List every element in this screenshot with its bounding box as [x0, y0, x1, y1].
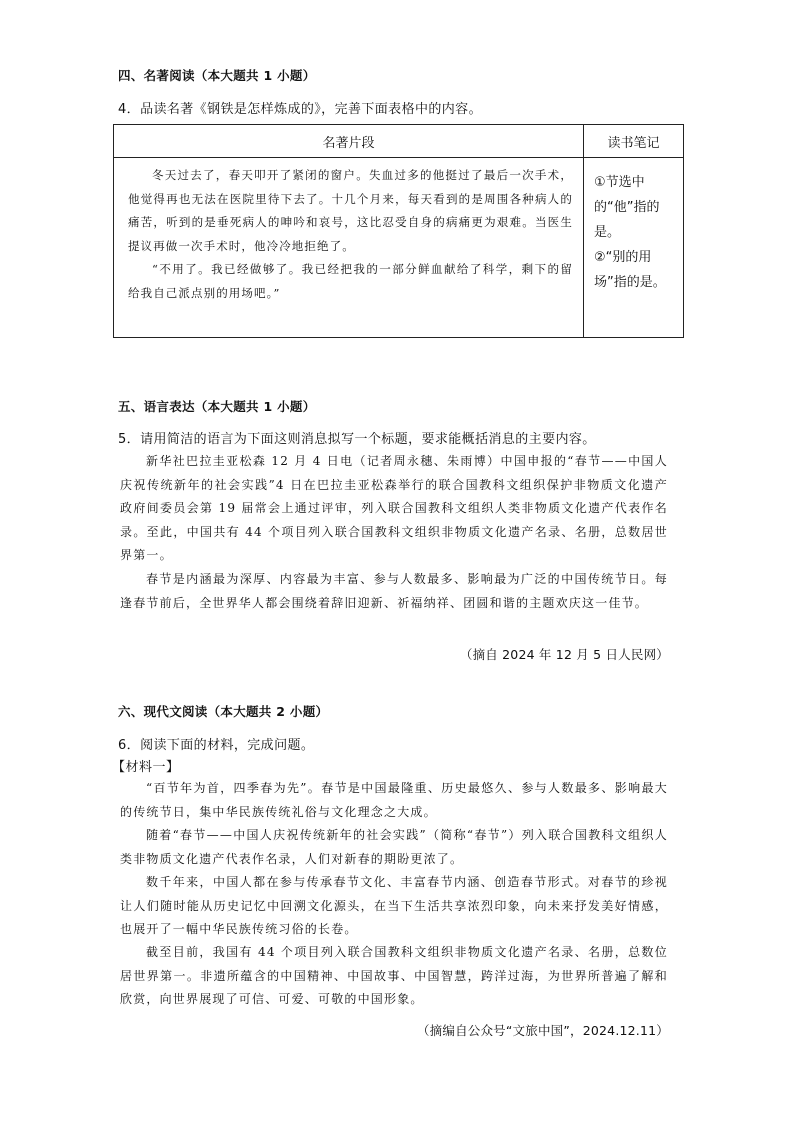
news-paragraph-1: 新华社巴拉圭亚松森 12 月 4 日电（记者周永穗、朱雨博）中国申报的“春节——中国人庆祝传统新年的社会实践”4 日在巴拉圭亚松森举行的联合国教科文组织保护非物质文化遗产政府间委员会第 19 届常会上通过评审，列入联合国教科文组织人类非物质文化遗产代表作名录。至此，中国共有 44 个项目列入联合国教科文组织非物质文化遗产名录、名册，总数居世界第一。: [120, 454, 668, 562]
notes-cell: [584, 158, 684, 338]
note-1: ①节选中的“他”指的是。: [594, 175, 660, 240]
question-6: 6．阅读下面的材料，完成问题。: [118, 738, 315, 753]
material-paragraph-3: 数千年来，中国人都在参与传承春节文化、丰富春节内涵、创造春节形式。对春节的珍视让人们随时能从历史记忆中回溯文化源头，在当下生活共享浓烈印象，向未来抒发美好情感，也展开了一幅中华民族传统习俗的长卷。: [120, 875, 668, 936]
table-header-excerpt: 名著片段: [114, 125, 584, 158]
section4-heading: 四、名著阅读（本大题共 1 小题）: [118, 68, 316, 83]
excerpt-paragraph: “不用了。我已经做够了。我已经把我的一部分鲜血献给了科学，剩下的留给我自己派点别的用场吧。”: [128, 262, 573, 300]
section6-heading: 六、现代文阅读（本大题共 2 小题）: [118, 704, 329, 719]
news-paragraph-2: 春节是内涵最为深厚、内容最为丰富、参与人数最多、影响最为广泛的中国传统节日。每逢春节前后，全世界华人都会围绕着辞旧迎新、祈福纳祥、团圆和谐的主题欢庆这一佳节。: [120, 572, 668, 610]
question-4: 4．品读名著《钢铁是怎样炼成的》，完善下面表格中的内容。: [118, 102, 482, 117]
material-paragraph-1: “百节年为首，四季春为先”。春节是中国最隆重、历史最悠久、参与人数最多、影响最大的传统节日，集中华民族传统礼俗与文化理念之大成。: [120, 781, 668, 819]
excerpt-cell: [114, 158, 584, 338]
material-paragraph-2: 随着“春节——中国人庆祝传统新年的社会实践”（简称“春节”）列入联合国教科文组织人类非物质文化遗产代表作名录，人们对新春的期盼更浓了。: [120, 828, 668, 866]
material-source: （摘编自公众号“文旅中国”，2024.12.11）: [416, 1023, 669, 1038]
table-header-notes: 读书笔记: [584, 125, 684, 158]
excerpt-paragraph: 冬天过去了，春天叩开了紧闭的窗户。失血过多的他挺过了最后一次手术，他觉得再也无法在医院里待下去了。十几个月来，每天看到的是周围各种病人的痛苦，听到的是垂死病人的呻吟和哀号，这比忍受自身的病痛更为艰难。当医生提议再做一次手术时，他冷冷地拒绝了。: [128, 168, 573, 253]
reading-table: [113, 124, 684, 338]
note-2: ②“别的用场”指的是。: [594, 250, 666, 290]
news-source: （摘自 2024 年 12 月 5 日人民网）: [459, 647, 669, 662]
question-5: 5．请用简洁的语言为下面这则消息拟写一个标题，要求能概括消息的主要内容。: [118, 432, 596, 447]
material-paragraph-4: 截至目前，我国有 44 个项目列入联合国教科文组织非物质文化遗产名录、名册，总数位居世界第一。非遗所蕴含的中国精神、中国故事、中国智慧，跨洋过海，为世界所普遍了解和欣赏，向世界展现了可信、可爱、可敬的中国形象。: [120, 945, 668, 1006]
material-label: 【材料一】: [112, 760, 180, 775]
section5-heading: 五、语言表达（本大题共 1 小题）: [118, 399, 316, 414]
